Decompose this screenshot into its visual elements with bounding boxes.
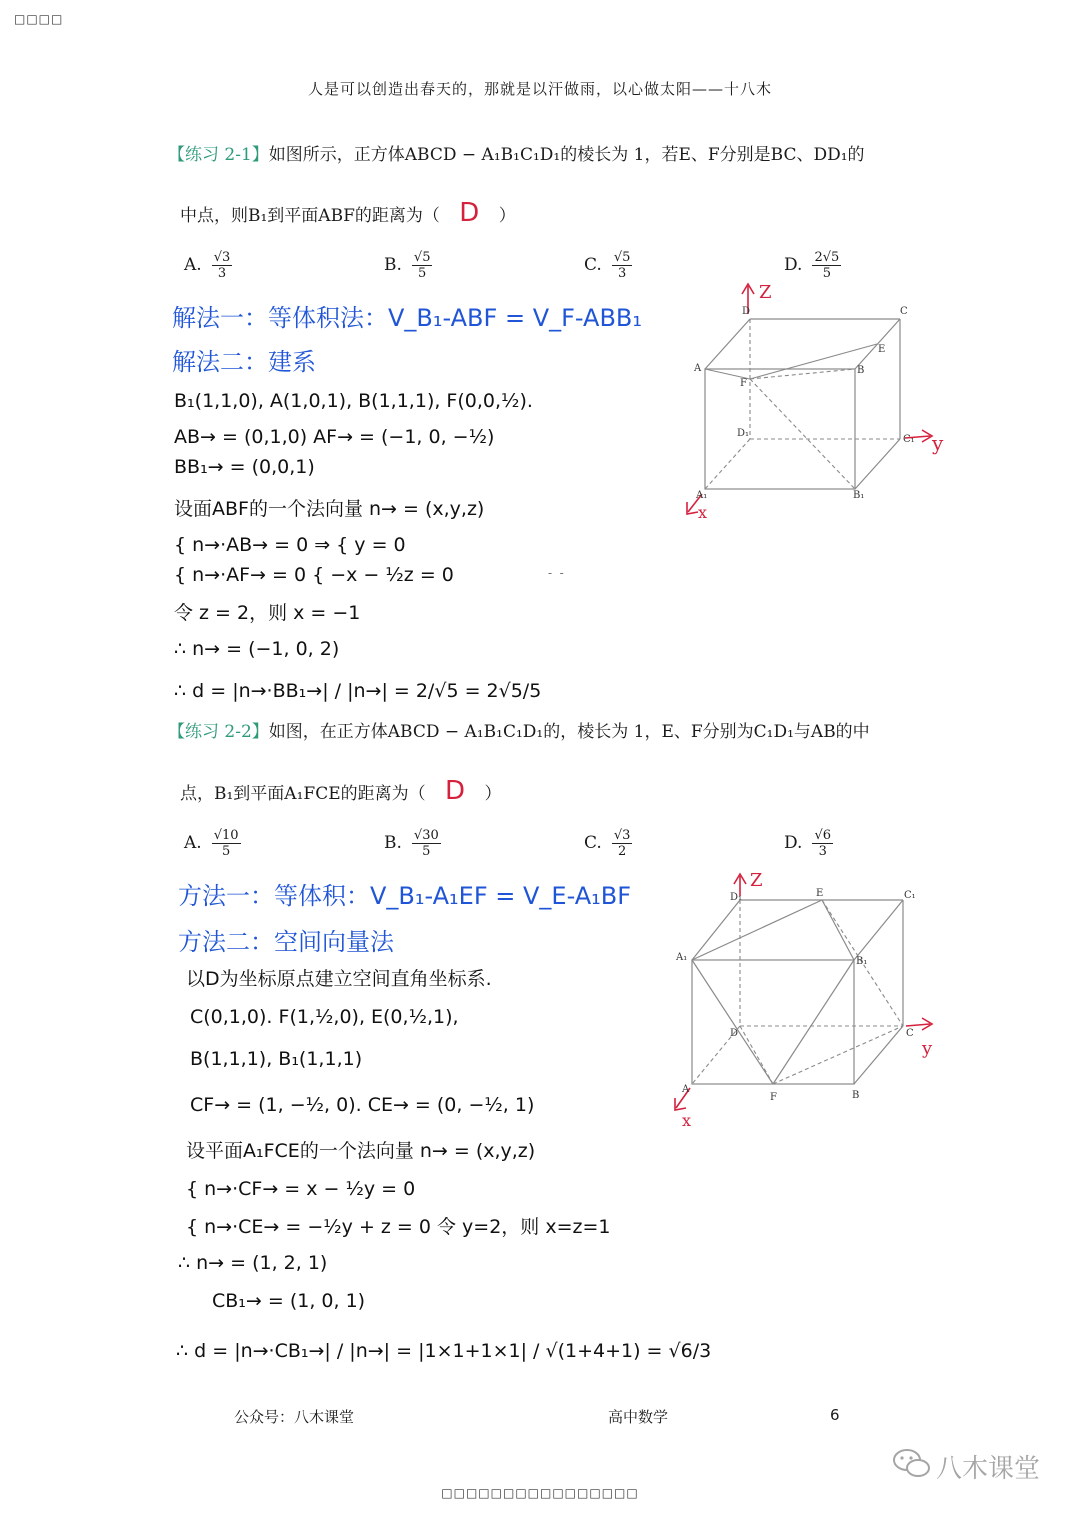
q2-text-1: 如图，在正方体ABCD − A₁B₁C₁D₁的，棱长为 1，E、F分别为C₁D₁与AB的中 [268, 722, 870, 742]
q1-step-6: { n→·AF→ = 0 { −x − ½z = 0 [174, 564, 454, 586]
label-c1: C₁ [903, 434, 915, 445]
q1-line2 [180, 198, 516, 229]
frac-num: √10 [213, 828, 239, 843]
q1-step-2: AB→ = (0,1,0) AF→ = (−1, 0, −½) [174, 426, 495, 448]
bottom-tag: □□□□□□□□□□□□□□□□ [441, 1486, 639, 1500]
segment-df [740, 1026, 773, 1084]
label-d1: D₁ [730, 892, 743, 903]
q1-method1: 解法一：等体积法：V_B₁-ABF = V_F-ABB₁ [172, 304, 643, 332]
option-label: C. [584, 833, 602, 853]
q1-line1 [168, 145, 865, 165]
label-b: B [852, 1090, 860, 1101]
q2-step-6: { n→·CF→ = x − ½y = 0 [186, 1178, 416, 1200]
label-e: E [878, 344, 886, 355]
q1-step-4: 设面ABF的一个法向量 n→ = (x,y,z) [174, 498, 485, 520]
q2-step-8: ∴ n→ = (1, 2, 1) [178, 1252, 328, 1274]
frac-num: √30 [413, 828, 439, 843]
frac-den: 3 [217, 266, 227, 281]
label-b1: B₁ [856, 956, 868, 967]
q1-step-9: ∴ d = |n→·BB₁→| / |n→| = 2/√5 = 2√5/5 [174, 680, 542, 702]
frac-num: √3 [213, 250, 231, 265]
hidden-edge [750, 379, 855, 489]
label-c: C [900, 306, 908, 317]
q2-step-5: 设平面A₁FCE的一个法向量 n→ = (x,y,z) [186, 1140, 536, 1162]
q1-step-8: ∴ n→ = (−1, 0, 2) [174, 638, 340, 660]
hidden-edge [750, 369, 855, 379]
frac-den: 5 [418, 266, 427, 281]
q1-step-5: { n→·AB→ = 0 ⇒ { y = 0 [174, 534, 406, 556]
q1-method2: 解法二：建系 [172, 348, 316, 376]
q2-line2 [180, 776, 501, 807]
frac-den: 2 [617, 844, 627, 859]
q2-line1 [168, 722, 870, 742]
label-c1: C₁ [904, 890, 916, 901]
q1-step-3: BB₁→ = (0,0,1) [174, 456, 315, 478]
option-label: D. [784, 833, 803, 853]
q1-step-7: 令 z = 2，则 x = −1 [174, 602, 361, 624]
label-z: Z [750, 870, 763, 891]
cube-edge [854, 900, 903, 960]
label-d1: D₁ [737, 428, 750, 439]
label-a: A [682, 1084, 690, 1095]
q1-answer: D [459, 198, 480, 228]
frac-num: √5 [413, 250, 431, 265]
segment-a1f [692, 960, 773, 1084]
q1-cube-figure [660, 272, 960, 532]
q2-option-b [384, 828, 441, 859]
cube-front-face [705, 369, 855, 489]
q2-step-2: C(0,1,0). F(1,½,0), E(0,½,1), [190, 1006, 459, 1028]
segment-eb1 [822, 900, 854, 960]
q2-close: ） [484, 784, 502, 804]
q2-tag: 【练习 2-2】 [168, 722, 269, 742]
motto: 人是可以创造出春天的，那就是以汗做雨，以心做太阳——十八木 [307, 80, 772, 98]
footer-subject: 高中数学 [608, 1408, 669, 1426]
label-f: F [740, 378, 747, 389]
label-a: A [694, 363, 702, 374]
top-tag: □□□□ [14, 12, 64, 26]
cube-edge [692, 900, 740, 960]
label-b1: B₁ [853, 490, 865, 501]
q2-method2: 方法二：空间向量法 [178, 928, 394, 956]
label-e: E [816, 888, 824, 899]
option-label: D. [784, 255, 803, 275]
watermark: 八木课堂 [936, 1454, 1041, 1484]
option-label: B. [384, 255, 402, 275]
q2-option-d [784, 828, 833, 859]
q1-option-b [384, 250, 432, 281]
label-z: Z [759, 282, 772, 303]
label-x: x [698, 503, 708, 522]
y-axis [906, 1024, 930, 1026]
q2-option-c [584, 828, 632, 859]
frac-den: 3 [617, 266, 627, 281]
frac-num: 2√5 [814, 250, 840, 265]
label-y: y [922, 1038, 933, 1059]
cube-edge [855, 439, 900, 489]
q1-option-a [184, 250, 232, 281]
q1-tag: 【练习 2-1】 [168, 145, 269, 165]
stray-mark: - - [548, 566, 564, 580]
cube-edge [705, 319, 750, 369]
footer-page-number: 6 [830, 1406, 840, 1424]
footer-account: 公众号：八木课堂 [234, 1408, 355, 1426]
wechat-icon [892, 1446, 932, 1480]
q2-cube-figure [660, 864, 950, 1134]
option-label: C. [584, 255, 602, 275]
q2-step-9: CB₁→ = (1, 0, 1) [212, 1290, 366, 1312]
q1-step-1: B₁(1,1,0), A(1,0,1), B(1,1,1), F(0,0,½). [174, 390, 533, 412]
cube-edge [854, 1026, 903, 1084]
label-c: C [906, 1028, 914, 1039]
label-b: B [857, 365, 865, 376]
label-x: x [682, 1111, 692, 1130]
q2-step-7: { n→·CE→ = −½y + z = 0 令 y=2，则 x=z=1 [186, 1216, 611, 1238]
q2-step-1: 以D为坐标原点建立空间直角坐标系. [186, 968, 492, 990]
frac-num: √5 [613, 250, 631, 265]
label-y: y [932, 431, 944, 455]
label-d: D [742, 306, 751, 317]
q2-answer: D [445, 776, 466, 806]
frac-den: 5 [422, 844, 431, 859]
label-d: D [730, 1028, 739, 1039]
q2-step-3: B(1,1,1), B₁(1,1,1) [190, 1048, 363, 1070]
q2-text-2: 点，B₁到平面A₁FCE的距离为（ [180, 784, 426, 804]
q1-text-1: 如图所示，正方体ABCD − A₁B₁C₁D₁的棱长为 1，若E、F分别是BC、DD₁的 [268, 145, 865, 165]
frac-den: 5 [822, 266, 831, 281]
hidden-edge [705, 439, 750, 489]
option-label: B. [384, 833, 402, 853]
q2-step-4: CF→ = (1, −½, 0). CE→ = (0, −½, 1) [190, 1094, 535, 1116]
segment-a1e [692, 900, 822, 960]
frac-den: 3 [818, 844, 827, 859]
q1-option-c [584, 250, 632, 281]
frac-num: √6 [814, 828, 831, 843]
label-a1: A₁ [676, 952, 688, 963]
label-a1: A₁ [696, 490, 708, 501]
frac-num: √3 [613, 828, 631, 843]
q1-text-2: 中点，则B₁到平面ABF的距离为（ [180, 206, 440, 226]
frac-den: 5 [221, 844, 231, 859]
option-label: A. [184, 833, 202, 853]
q2-method1: 方法一：等体积：V_B₁-A₁EF = V_E-A₁BF [178, 882, 632, 910]
q2-step-10: ∴ d = |n→·CB₁→| / |n→| = |1×1+1×1| / √(1+4+1) = √6/3 [176, 1340, 712, 1362]
label-f: F [770, 1092, 777, 1103]
option-label: A. [184, 255, 202, 275]
q1-close: ） [498, 206, 516, 226]
q2-option-a [184, 828, 241, 859]
cube-front-face [692, 960, 854, 1084]
